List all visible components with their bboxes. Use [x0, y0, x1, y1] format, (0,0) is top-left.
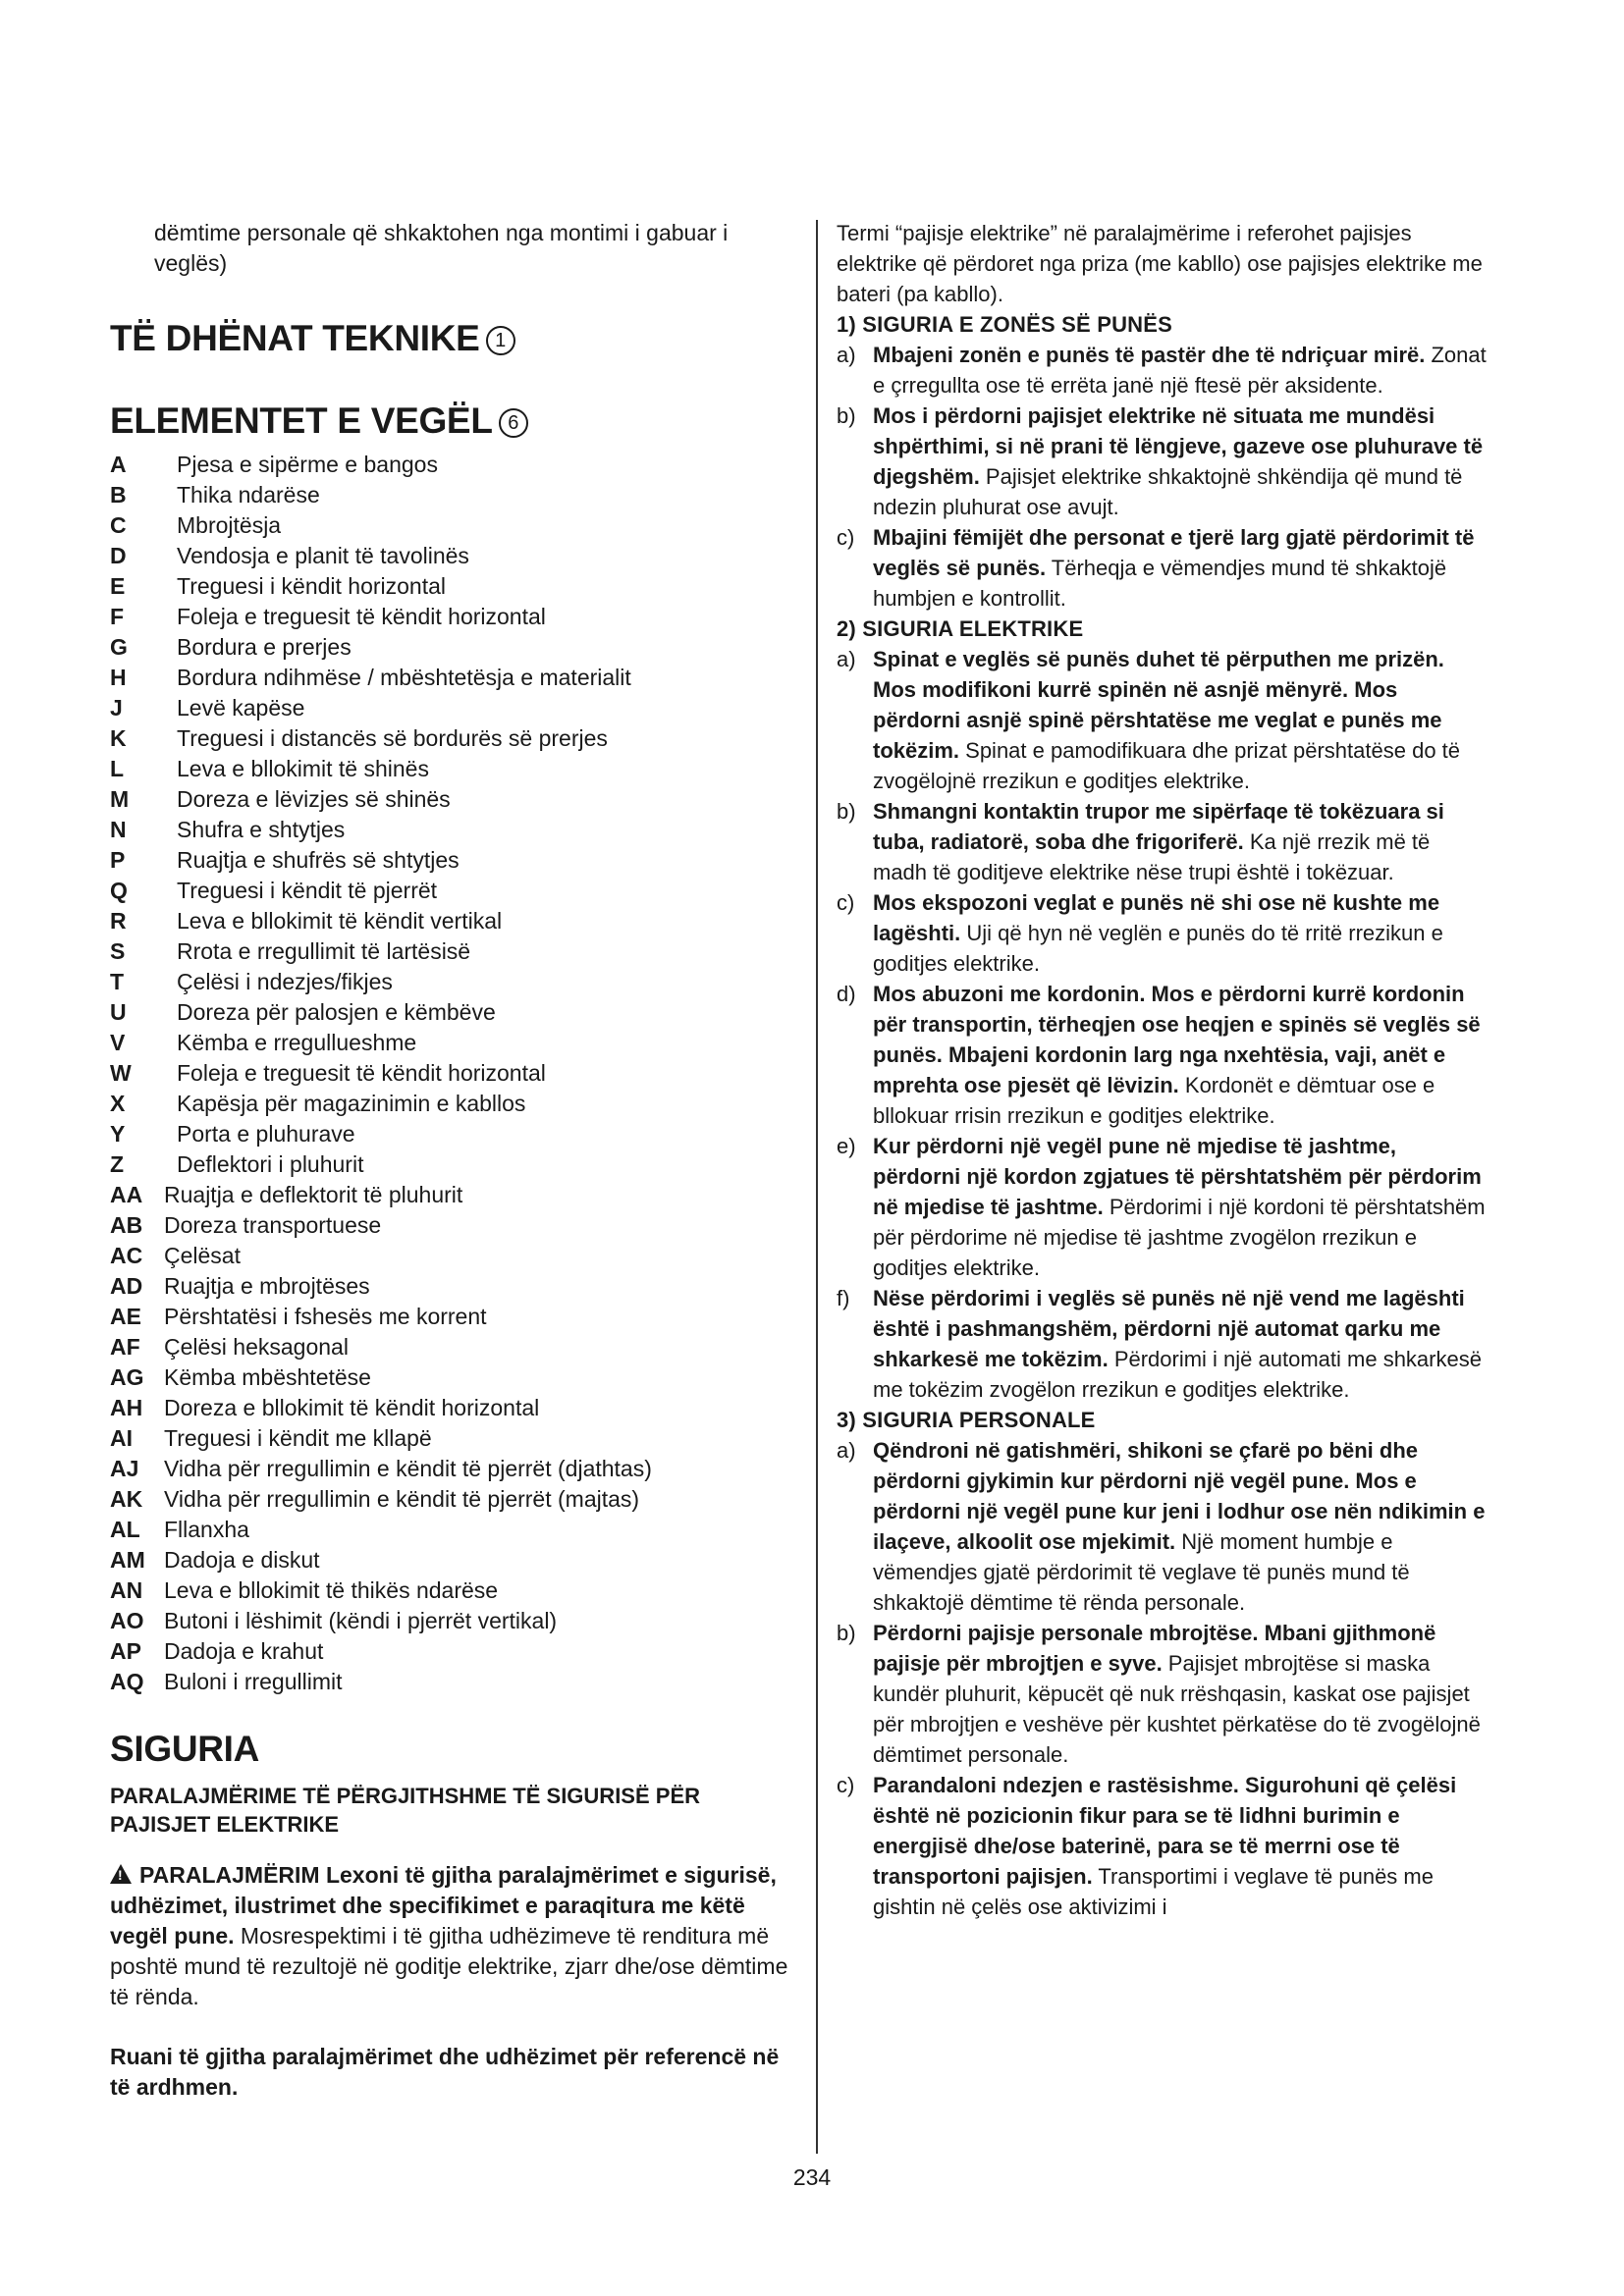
safety-sections: [837, 309, 1487, 1922]
element-item: [110, 1667, 797, 1697]
element-key: M: [110, 786, 130, 812]
item-bold-text: Mbajini fëmijët dhe personat e tjerë larg gjatë përdorimit të veglës së punës.: [873, 525, 1475, 580]
element-text: Shufra e shtytjes: [177, 817, 346, 842]
safety-item: [837, 644, 1487, 796]
element-item: [110, 632, 797, 663]
item-text: Kordonët e dëmtuar ose e bllokuar rrisin rrezikun e goditjes elektrike.: [873, 1073, 1435, 1128]
element-text: Deflektori i pluhurit: [177, 1151, 364, 1177]
element-item: [110, 876, 797, 906]
term-intro: Termi “pajisje elektrike” në paralajmërime i referohet pajisjes elektrike që përdoret nga priza (me kabllo) ose pajisjes elektrike me bateri (pa kabllo).: [837, 221, 1483, 306]
item-label: f): [837, 1286, 850, 1310]
element-text: Foleja e treguesit të këndit horizontal: [177, 1060, 546, 1086]
element-item: [110, 480, 797, 510]
item-label: e): [837, 1134, 856, 1158]
intro-continuation: dëmtime personale që shkaktohen nga montimi i gabuar i veglës): [154, 220, 729, 276]
element-text: Levë kapëse: [177, 695, 305, 721]
safety-item: [837, 979, 1487, 1131]
warning-triangle-icon: [110, 1864, 132, 1884]
element-key: AA: [110, 1182, 143, 1207]
element-item: [110, 1606, 797, 1636]
element-text: Vidha për rregullimin e këndit të pjerrët (majtas): [164, 1486, 640, 1512]
elements-list: [110, 450, 797, 1697]
element-item: [110, 450, 797, 480]
element-item: [110, 1302, 797, 1332]
element-text: Porta e pluhurave: [177, 1121, 355, 1147]
elements-title: [110, 399, 797, 444]
element-text: Doreza e bllokimit të këndit horizontal: [164, 1395, 540, 1420]
element-key: G: [110, 634, 128, 660]
warning-paragraph: [110, 1860, 797, 2012]
element-text: Vidha për rregullimin e këndit të pjerrët (djathtas): [164, 1456, 652, 1481]
element-item: [110, 1119, 797, 1149]
figure-ref-1-icon: 1: [486, 326, 515, 355]
element-text: Treguesi i këndit me kllapë: [164, 1425, 432, 1451]
item-label: a): [837, 343, 856, 367]
element-text: Leva e bllokimit të shinës: [177, 756, 429, 781]
item-label: c): [837, 890, 855, 915]
element-key: T: [110, 969, 125, 994]
tech-data-title-text: TË DHËNAT TEKNIKE: [110, 318, 480, 358]
element-item: [110, 663, 797, 693]
element-text: Pjesa e sipërme e bangos: [177, 452, 438, 477]
element-key: N: [110, 817, 127, 842]
safety-title: SIGURIA: [110, 1729, 260, 1769]
element-item: [110, 1180, 797, 1210]
element-text: Bordura ndihmëse / mbështetësja e materialit: [177, 665, 631, 690]
section-title: SIGURIA E ZONËS SË PUNËS: [862, 312, 1172, 337]
element-item: [110, 1454, 797, 1484]
element-text: Çelësat: [164, 1243, 241, 1268]
element-item: [110, 1393, 797, 1423]
item-text: Spinat e pamodifikuara dhe prizat përshtatëse do të zvogëlojnë rrezikun e goditjes elektrike.: [873, 738, 1461, 793]
element-item: [110, 1058, 797, 1089]
element-key: D: [110, 543, 127, 568]
item-label: a): [837, 1438, 856, 1463]
element-key: Y: [110, 1121, 126, 1147]
element-item: [110, 723, 797, 754]
element-key: AO: [110, 1608, 144, 1633]
element-text: Treguesi i këndit të pjerrët: [177, 878, 438, 903]
element-key: AM: [110, 1547, 145, 1573]
item-bold-text: Kur përdorni një vegël pune në mjedise të jashtme, përdorni një kordon zgjatues të përshtatshëm për përdorim në mjedise të jashtme.: [873, 1134, 1482, 1219]
element-key: W: [110, 1060, 132, 1086]
element-key: V: [110, 1030, 126, 1055]
element-key: B: [110, 482, 127, 507]
item-text: Përdorimi i një automati me shkarkesë me tokëzim zvogëlon rrezikun e goditjes elektrike.: [873, 1347, 1482, 1402]
safety-item: [837, 522, 1487, 614]
section-heading: [837, 614, 1487, 644]
item-text: Zonat e çrregullta ose të errëta janë një ftesë për aksidente.: [873, 343, 1487, 398]
element-item: [110, 510, 797, 541]
element-key: AE: [110, 1304, 141, 1329]
item-text: Ka një rrezik më të madh të goditjeve elektrike nëse trupi është i tokëzuar.: [873, 829, 1431, 884]
item-text: Transportimi i veglave të punës me gishtin në çelës ose aktivizimi i: [873, 1864, 1434, 1919]
element-item: [110, 815, 797, 845]
element-item: [110, 1210, 797, 1241]
element-text: Ruajtja e shufrës së shtytjes: [177, 847, 460, 873]
element-key: U: [110, 999, 127, 1025]
element-item: [110, 1484, 797, 1515]
element-key: AL: [110, 1517, 140, 1542]
element-text: Leva e bllokimit të thikës ndarëse: [164, 1577, 499, 1603]
item-bold-text: Mbajeni zonën e punës të pastër dhe të ndriçuar mirë.: [873, 343, 1426, 367]
element-item: [110, 997, 797, 1028]
element-text: Doreza transportuese: [164, 1212, 382, 1238]
element-text: Ruajtja e deflektorit të pluhurit: [164, 1182, 463, 1207]
right-column: [837, 218, 1487, 1922]
column-divider: [816, 220, 818, 2154]
figure-ref-6-icon: 6: [499, 408, 528, 438]
element-key: AN: [110, 1577, 143, 1603]
element-item: [110, 1028, 797, 1058]
element-item: [110, 845, 797, 876]
section-title: SIGURIA PERSONALE: [862, 1408, 1096, 1432]
element-text: Vendosja e planit të tavolinës: [177, 543, 469, 568]
element-text: Rrota e rregullimit të lartësisë: [177, 938, 471, 964]
element-item: [110, 1332, 797, 1362]
element-text: Foleja e treguesit të këndit horizontal: [177, 604, 546, 629]
item-bold-text: Mos i përdorni pajisjet elektrike në situata me mundësi shpërthimi, si në prani të lëngjeve, gazeve ose pluhurave të djegshëm.: [873, 403, 1484, 489]
element-text: Doreza për palosjen e këmbëve: [177, 999, 496, 1025]
safety-item: [837, 1283, 1487, 1405]
item-bold-text: Spinat e veglës së punës duhet të përputhen me prizën. Mos modifikoni kurrë spinën në asnjë mënyrë. Mos përdorni asnjë spinë përshtatëse me veglat e punës me tokëzim.: [873, 647, 1444, 763]
element-item: [110, 1362, 797, 1393]
element-key: C: [110, 512, 127, 538]
item-text: Pajisjet elektrike shkaktojnë shkëndija që mund të ndezin pluhurat ose avujt.: [873, 464, 1463, 519]
element-text: Ruajtja e mbrojtëses: [164, 1273, 370, 1299]
element-text: Përshtatësi i fshesës me korrent: [164, 1304, 487, 1329]
element-key: AQ: [110, 1669, 144, 1694]
item-label: b): [837, 799, 856, 824]
element-text: Leva e bllokimit të këndit vertikal: [177, 908, 503, 934]
item-label: d): [837, 982, 856, 1006]
element-key: L: [110, 756, 125, 781]
item-label: a): [837, 647, 856, 671]
item-label: b): [837, 403, 856, 428]
element-item: [110, 602, 797, 632]
item-bold-text: Mos abuzoni me kordonin. Mos e përdorni kurrë kordonin për transportin, tërheqjen ose heqjen e spinës së veglës së punës. Mbajeni kordonin larg nga nxehtësia, vaji, anët e mprehta ose pjesët që lëvizin.: [873, 982, 1481, 1097]
item-text: Pajisjet mbrojtëse si maska kundër pluhurit, këpucët që nuk rrëshqasin, kaskat ose pajisjet për mbrojtjen e veshëve për kushtet përkatëse do të zvogëlojnë dëmtimet personale.: [873, 1651, 1481, 1767]
element-text: Çelësi i ndezjes/fikjes: [177, 969, 393, 994]
element-key: R: [110, 908, 127, 934]
element-item: [110, 541, 797, 571]
element-item: [110, 1271, 797, 1302]
item-bold-text: Shmangni kontaktin trupor me sipërfaqe të tokëzuara si tuba, radiatorë, soba dhe frigoriferë.: [873, 799, 1444, 854]
element-text: Këmba mbështetëse: [164, 1364, 371, 1390]
item-label: c): [837, 1773, 855, 1797]
section-number: 2): [837, 616, 856, 641]
element-text: Dadoja e krahut: [164, 1638, 324, 1664]
item-label: c): [837, 525, 855, 550]
element-key: AF: [110, 1334, 140, 1360]
element-item: [110, 693, 797, 723]
element-item: [110, 1149, 797, 1180]
element-item: [110, 1545, 797, 1575]
element-text: Doreza e lëvizjes së shinës: [177, 786, 451, 812]
warning-bold: PARALAJMËRIM Lexoni të gjitha paralajmërimet e sigurisë, udhëzimet, ilustrimet dhe specifikimet e paraqitura me këtë vegël pune.: [110, 1862, 777, 1949]
element-item: [110, 754, 797, 784]
element-key: AB: [110, 1212, 143, 1238]
element-key: F: [110, 604, 125, 629]
element-key: AD: [110, 1273, 143, 1299]
element-key: S: [110, 938, 126, 964]
keep-instructions: Ruani të gjitha paralajmërimet dhe udhëzimet për referencë në të ardhmen.: [110, 2044, 780, 2100]
element-key: AK: [110, 1486, 143, 1512]
safety-item: [837, 340, 1487, 400]
safety-item: [837, 1618, 1487, 1770]
item-text: Një moment humbje e vëmendjes gjatë përdorimit të veglave të punës mund të shkaktojë dëmtime të rënda personale.: [873, 1529, 1410, 1615]
safety-item: [837, 887, 1487, 979]
warning-text: Mosrespektimi i të gjitha udhëzimeve të renditura më poshtë mund të rezultojë në goditje elektrike, zjarr dhe/ose dëmtime të rënda.: [110, 1923, 788, 2009]
element-text: Mbrojtësja: [177, 512, 282, 538]
left-column: [110, 218, 797, 2132]
element-text: Buloni i rregullimit: [164, 1669, 343, 1694]
section-title: SIGURIA ELEKTRIKE: [862, 616, 1084, 641]
element-text: Bordura e prerjes: [177, 634, 352, 660]
element-item: [110, 571, 797, 602]
element-key: J: [110, 695, 123, 721]
element-key: P: [110, 847, 126, 873]
element-key: E: [110, 573, 126, 599]
element-text: Çelësi heksagonal: [164, 1334, 349, 1360]
item-bold-text: Përdorni pajisje personale mbrojtëse. Mbani gjithmonë pajisje për mbrojtjen e syve.: [873, 1621, 1436, 1676]
element-key: AJ: [110, 1456, 139, 1481]
element-key: H: [110, 665, 127, 690]
element-item: [110, 1636, 797, 1667]
item-text: Uji që hyn në veglën e punës do të rritë rrezikun e goditjes elektrike.: [873, 921, 1443, 976]
element-item: [110, 1241, 797, 1271]
item-label: b): [837, 1621, 856, 1645]
element-text: Treguesi i këndit horizontal: [177, 573, 447, 599]
element-item: [110, 1089, 797, 1119]
element-text: Këmba e rregullueshme: [177, 1030, 417, 1055]
safety-item: [837, 796, 1487, 887]
item-bold-text: Mos ekspozoni veglat e punës në shi ose në kushte me lagështi.: [873, 890, 1440, 945]
safety-item: [837, 1131, 1487, 1283]
elements-title-text: ELEMENTET E VEGËL: [110, 400, 493, 441]
element-item: [110, 1423, 797, 1454]
element-key: AG: [110, 1364, 144, 1390]
item-bold-text: Parandaloni ndezjen e rastësishme. Sigurohuni që çelësi është në pozicionin fikur para se të lidhni burimin e energjisë dhe/ose baterinë, para se të merrni ose të transportoni pajisjen.: [873, 1773, 1457, 1889]
item-text: Përdorimi i një kordoni të përshtatshëm për përdorime në mjedise të jashtme zvogëlon rrezikun e goditjes elektrike.: [873, 1195, 1486, 1280]
section-heading: [837, 1405, 1487, 1435]
element-key: Q: [110, 878, 128, 903]
element-key: AH: [110, 1395, 143, 1420]
element-key: X: [110, 1091, 126, 1116]
element-item: [110, 1575, 797, 1606]
element-text: Kapësja për magazinimin e kabllos: [177, 1091, 526, 1116]
element-item: [110, 936, 797, 967]
element-key: AC: [110, 1243, 143, 1268]
element-key: Z: [110, 1151, 125, 1177]
safety-item: [837, 400, 1487, 522]
safety-item: [837, 1770, 1487, 1922]
element-item: [110, 906, 797, 936]
element-text: Butoni i lëshimit (këndi i pjerrët vertikal): [164, 1608, 558, 1633]
element-text: Dadoja e diskut: [164, 1547, 320, 1573]
section-heading: [837, 309, 1487, 340]
element-item: [110, 967, 797, 997]
safety-item: [837, 1435, 1487, 1618]
element-text: Thika ndarëse: [177, 482, 320, 507]
element-text: Fllanxha: [164, 1517, 249, 1542]
element-key: AI: [110, 1425, 133, 1451]
item-bold-text: Qëndroni në gatishmëri, shikoni se çfarë po bëni dhe përdorni gjykimin kur përdorni një vegël pune. Mos e përdorni një vegël pune kur jeni i lodhur ose nën ndikimin e ilaçeve, alkoolit ose mjekimit.: [873, 1438, 1486, 1554]
general-warnings-heading: PARALAJMËRIME TË PËRGJITHSHME TË SIGURISË PËR PAJISJET ELEKTRIKE: [110, 1784, 701, 1837]
section-number: 3): [837, 1408, 856, 1432]
item-text: Tërheqja e vëmendjes mund të shkaktojë humbjen e kontrollit.: [873, 556, 1447, 611]
item-bold-text: Nëse përdorimi i veglës së punës në një vend me lagështi është i pashmangshëm, përdorni një automat qarku me shkarkesë me tokëzim.: [873, 1286, 1465, 1371]
element-key: AP: [110, 1638, 141, 1664]
element-item: [110, 1515, 797, 1545]
element-item: [110, 784, 797, 815]
element-key: A: [110, 452, 127, 477]
element-text: Treguesi i distancës së bordurës së prerjes: [177, 725, 608, 751]
tech-data-title: [110, 316, 797, 361]
element-key: K: [110, 725, 127, 751]
section-number: 1): [837, 312, 856, 337]
page-number: 234: [792, 2164, 832, 2190]
